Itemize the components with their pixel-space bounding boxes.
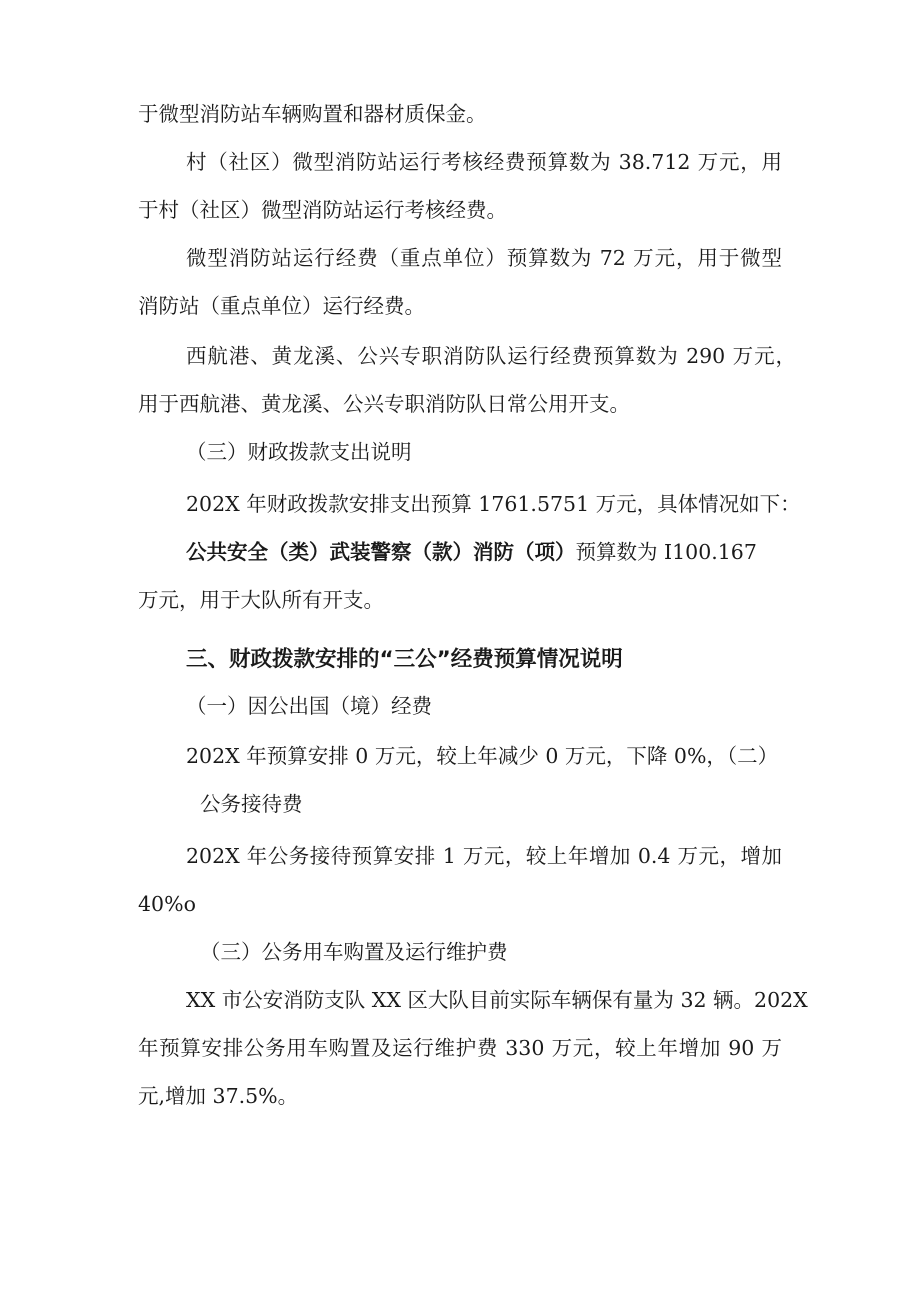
subsection-heading: 公务接待费 (200, 792, 303, 816)
paragraph-line: 202X 年财政拨款安排支出预算 1761.5751 万元，具体情况如下： (186, 492, 801, 516)
paragraph-line: 西航港、黄龙溪、公兴专职消防队运行经费预算数为 290 万元， (186, 344, 796, 368)
budget-amount-text: 预算数为 I100.167 (575, 540, 757, 564)
paragraph-line: 40%o (138, 892, 196, 916)
section-heading: 三、财政拨款安排的“三公”经费预算情况说明 (186, 647, 623, 672)
paragraph-line (186, 538, 757, 566)
subsection-heading: （一）因公出国（境）经费 (186, 694, 432, 718)
paragraph-line: 用于西航港、黄龙溪、公兴专职消防队日常公用开支。 (138, 392, 630, 416)
bold-category-text: 公共安全（类）武装警察（款）消防（项） (186, 540, 576, 564)
paragraph-line: 年预算安排公务用车购置及运行维护费 330 万元，较上年增加 90 万 (138, 1036, 782, 1060)
paragraph-line: 元,增加 37.5%。 (138, 1084, 299, 1108)
paragraph-line: 于村（社区）微型消防站运行考核经费。 (138, 198, 507, 222)
paragraph-line: 村（社区）微型消防站运行考核经费预算数为 38.712 万元，用 (186, 150, 782, 174)
paragraph-line: 于微型消防站车辆购置和器材质保金。 (138, 102, 487, 126)
paragraph-line: 微型消防站运行经费（重点单位）预算数为 72 万元，用于微型 (186, 246, 782, 270)
paragraph-line: 消防站（重点单位）运行经费。 (138, 294, 425, 318)
paragraph-line: 202X 年预算安排 0 万元，较上年减少 0 万元，下降 0%，（二） (186, 744, 779, 768)
paragraph-line: XX 市公安消防支队 XX 区大队目前实际车辆保有量为 32 辆。202X (186, 988, 808, 1012)
subsection-heading: （三）公务用车购置及运行维护费 (200, 940, 508, 964)
subsection-heading: （三）财政拨款支出说明 (186, 440, 412, 464)
paragraph-line: 万元，用于大队所有开支。 (138, 588, 384, 612)
paragraph-line: 202X 年公务接待预算安排 1 万元，较上年增加 0.4 万元，增加 (186, 844, 782, 868)
